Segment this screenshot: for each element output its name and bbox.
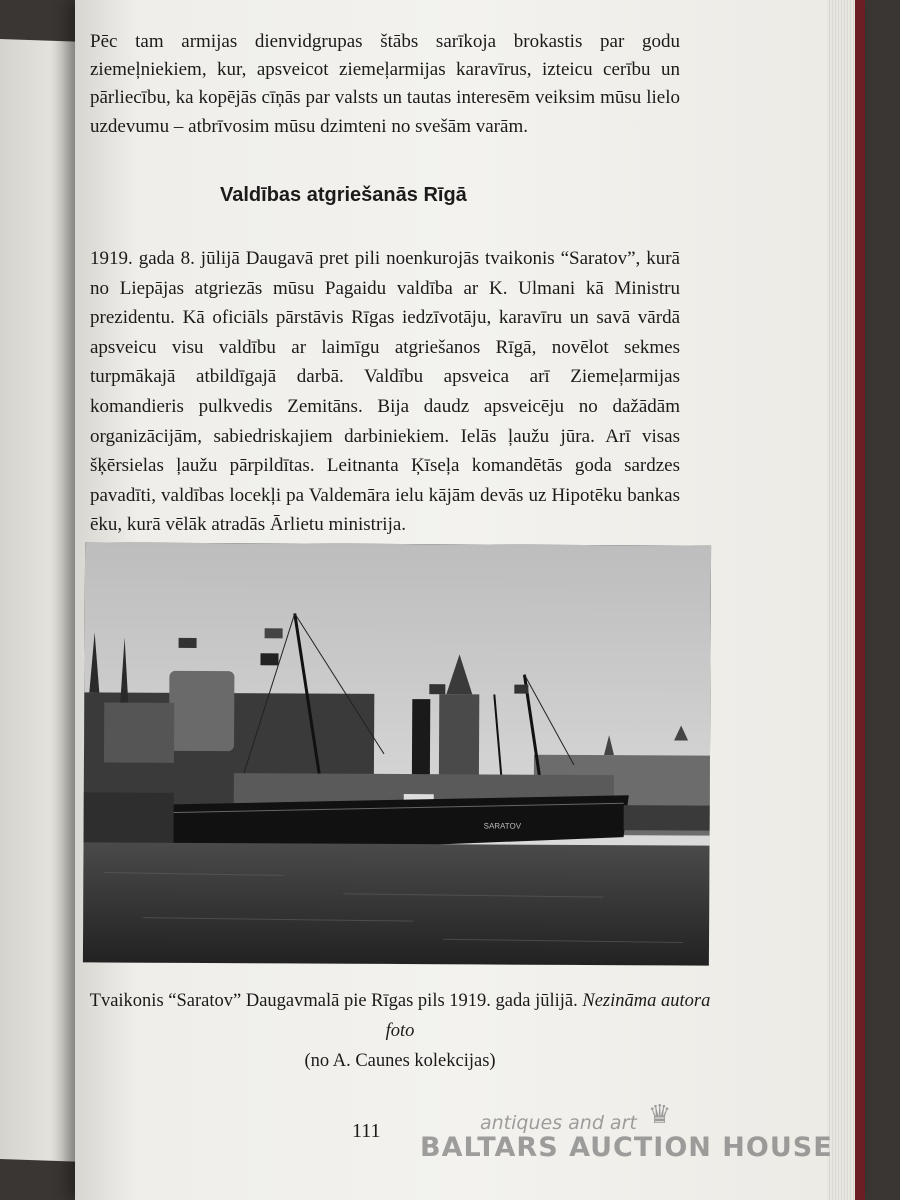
left-facing-page <box>0 38 80 1161</box>
photo-caption <box>80 986 720 1076</box>
caption-credit: Nezināma autora foto <box>385 991 711 1041</box>
caption-source: (no A. Caunes kolekcijas) <box>304 1051 496 1071</box>
ship-photo-illustration <box>83 542 711 965</box>
book-cover-edge <box>855 0 865 1200</box>
watermark-name: BALTARS AUCTION HOUSE <box>420 1132 833 1163</box>
crown-icon: ♛ <box>648 1100 672 1130</box>
page-number: 111 <box>352 1120 381 1142</box>
section-heading: Valdības atgriešanās Rīgā <box>220 184 467 206</box>
watermark-subtitle: antiques and art <box>480 1112 637 1134</box>
body-paragraph: 1919. gada 8. jūlijā Daugavā pret pili noenkurojās tvaikonis “Saratov”, kurā no Liepājas atgriezās mūsu Pagaidu valdība ar K. Ulmani kā Ministru prezidentu. Kā oficiāls pārstāvis Rīgas iedzīvotāju, karavīru un savā vārdā apsveicu visu valdību ar laimīgu atgriešanos Rīgā, novēlot sekmes turpmākajā atbildīgajā darbā. Valdību apsveica arī Ziemeļarmijas komandieris pulkvedis Zemitāns. Bija daudz apsveicēju no dažādām organizācijām, sabiedriskajiem darbiniekiem. Ielās ļaužu jūra. Arī visas šķērsielas ļaužu pārpildītas. Leitnanta Ķīseļa komandētās goda sardzes pavadīti, valdības locekļi pa Valdemāra ielu kājām devās uz Hipotēku bankas ēku, kurā vēlāk atradās Ārlietu ministrija. <box>90 248 680 536</box>
caption-main: Tvaikonis “Saratov” Daugavmalā pie Rīgas pils 1919. gada jūlijā. <box>89 991 578 1011</box>
ship-name-label: SARATOV <box>483 821 522 831</box>
intro-text-block <box>90 28 680 141</box>
intro-paragraph: Pēc tam armijas dienvidgrupas štābs sarīkoja brokastis par godu ziemeļniekiem, kur, apsveicot ziemeļarmijas karavīrus, izteicu cerību un pārliecību, ka kopējās cīņās par valsts un tautas interesēm veiksim mūsu lielo uzdevumu – atbrīvosim mūsu dzimteni no svešām varām. <box>90 31 680 137</box>
page-edges <box>827 0 857 1200</box>
ship-photo <box>83 542 711 965</box>
